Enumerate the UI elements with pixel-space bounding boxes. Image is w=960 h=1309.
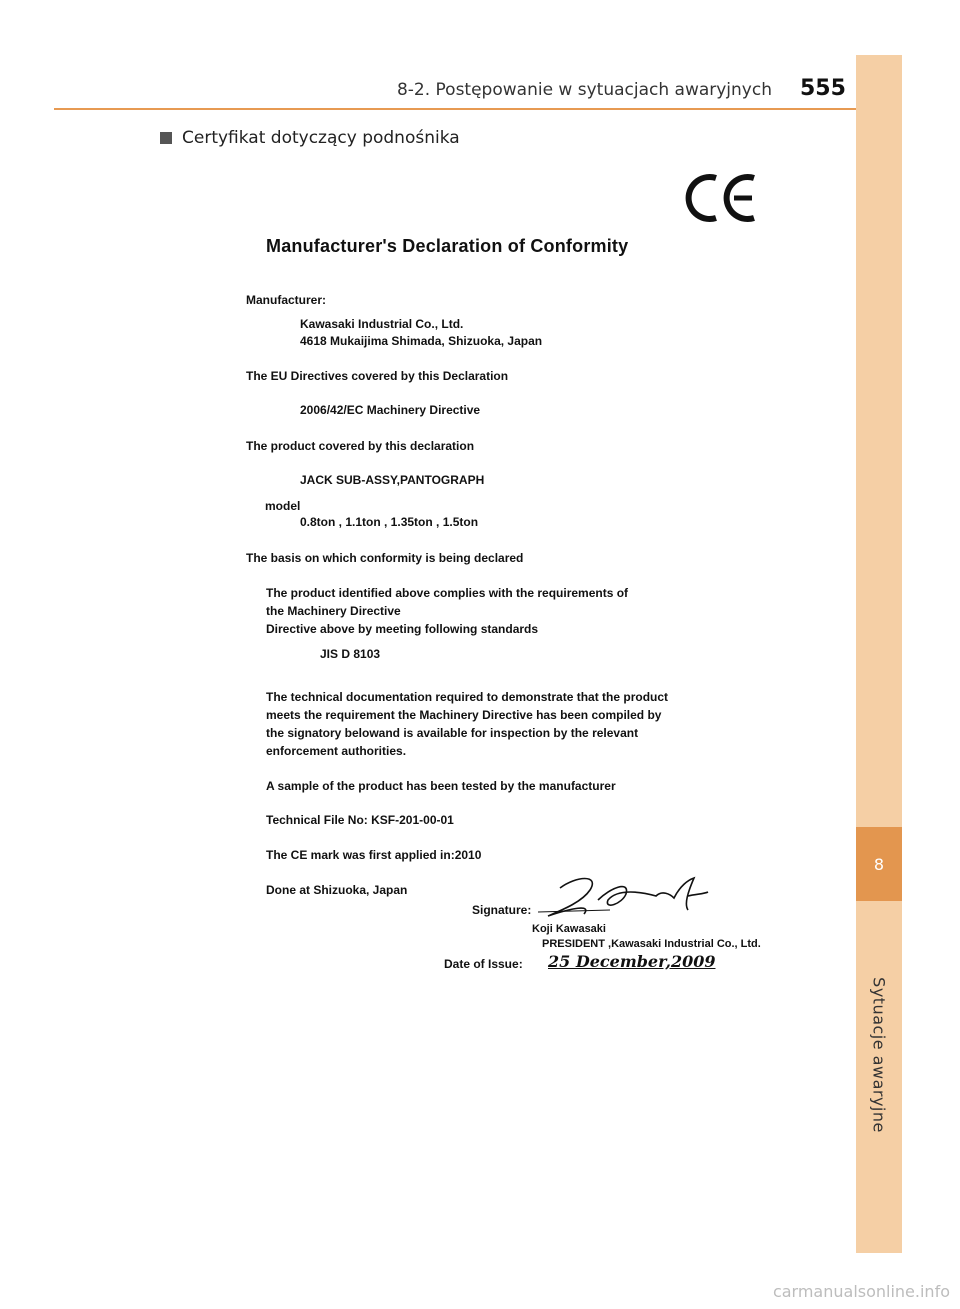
product-label: The product covered by this declaration <box>246 439 475 453</box>
square-bullet-icon <box>160 132 172 144</box>
tech-doc-line: meets the requirement the Machinery Directive has been compiled by <box>266 708 662 722</box>
directives-label: The EU Directives covered by this Declaration <box>246 369 509 383</box>
tech-doc-line: enforcement authorities. <box>266 744 407 758</box>
certificate-title: Manufacturer's Declaration of Conformity <box>266 236 629 256</box>
watermark: carmanualsonline.info <box>772 1282 950 1301</box>
model-values: 0.8ton , 1.1ton , 1.35ton , 1.5ton <box>300 515 479 529</box>
standard-value: JIS D 8103 <box>320 647 381 661</box>
header-title: 8-2. Postępowanie w sytuacjach awaryjnych <box>396 80 772 100</box>
product-value: JACK SUB-ASSY,PANTOGRAPH <box>300 473 485 487</box>
signatory-title: PRESIDENT ,Kawasaki Industrial Co., Ltd. <box>542 938 761 950</box>
basis-line: Directive above by meeting following standards <box>266 622 539 636</box>
ce-mark-icon <box>682 172 760 224</box>
chapter-side-tab <box>856 55 902 1253</box>
sample-tested: A sample of the product has been tested by the manufacturer <box>266 779 616 793</box>
chapter-number-box <box>856 827 902 901</box>
tech-doc-line: The technical documentation required to demonstrate that the product <box>266 690 669 704</box>
date-of-issue-value: 25 December,2009 <box>548 952 716 971</box>
ce-first-applied: The CE mark was first applied in:2010 <box>266 848 482 862</box>
basis-line: the Machinery Directive <box>266 604 401 618</box>
technical-file-number: Technical File No: KSF-201-00-01 <box>266 813 454 827</box>
header-divider <box>54 108 856 110</box>
handwritten-signature-icon <box>538 870 710 920</box>
directive-value: 2006/42/EC Machinery Directive <box>300 403 481 417</box>
section-heading <box>160 128 460 148</box>
chapter-number: 8 <box>873 854 885 874</box>
page-number: 555 <box>800 76 846 101</box>
signature-label: Signature: <box>472 903 532 917</box>
done-at: Done at Shizuoka, Japan <box>266 883 408 897</box>
chapter-title: Sytuacje awaryjne <box>869 977 889 1133</box>
signatory-name: Koji Kawasaki <box>532 923 606 935</box>
model-label: model <box>265 499 301 513</box>
date-of-issue-label: Date of Issue: <box>444 957 523 971</box>
manufacturer-label: Manufacturer: <box>246 293 327 307</box>
conformity-certificate <box>240 160 800 980</box>
basis-label: The basis on which conformity is being declared <box>246 551 524 565</box>
basis-line: The product identified above complies with the requirements of <box>266 586 629 600</box>
section-heading-text: Certyfikat dotyczący podnośnika <box>182 128 460 148</box>
manufacturer-name: Kawasaki Industrial Co., Ltd. <box>300 317 464 331</box>
tech-doc-line: the signatory belowand is available for inspection by the relevant <box>266 726 639 740</box>
manufacturer-address: 4618 Mukaijima Shimada, Shizuoka, Japan <box>300 334 543 348</box>
